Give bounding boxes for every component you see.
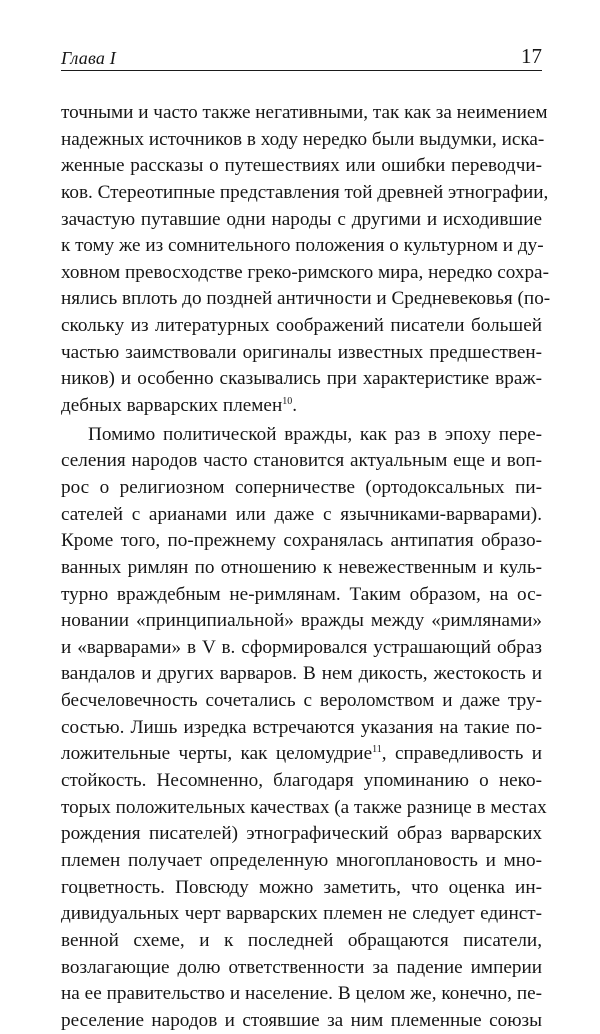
text-line: венной схеме, и к последней обращаются писатели, (61, 929, 542, 951)
text-line: надежных источников в ходу нередко были выдумки, иска- (61, 128, 545, 150)
text-line: точными и часто также негативными, так как за неимением (61, 102, 548, 123)
text-line (61, 741, 542, 768)
text-line: стойкость. Несомненно, благодаря упоминанию о неко- (61, 770, 542, 792)
text-line: Помимо политической вражды, как раз в эпоху пере- (88, 423, 542, 445)
text-line: вандалов и других варваров. В нем дикость, жестокость и (61, 663, 542, 685)
text-line-content: дебных варварских племен (61, 395, 283, 417)
text-line: гоцветность. Повсюду можно заметить, что оценка ин- (61, 876, 542, 898)
text-line-content: , справедливость и (381, 743, 543, 765)
paragraph-2 (61, 422, 547, 1034)
text-line: скольку из литературных соображений писатели большей (61, 315, 542, 337)
text-line: торых положительных качествах (а также разнице в местах (61, 796, 547, 818)
footnote-marker: 11 (372, 744, 382, 756)
page-number: 17 (521, 44, 542, 68)
running-header (61, 44, 542, 71)
text-line: нялись вплоть до поздней античности и Средневековья (по- (61, 288, 551, 310)
text-line: бесчеловечность сочетались с вероломством и даже тру- (61, 690, 542, 712)
chapter-title: Глава I (61, 48, 116, 68)
text-line: ков. Стереотипные представления той древней этнографии, (61, 181, 549, 203)
text-line: ников) и особенно сказывались при характеристике враж- (61, 368, 542, 390)
text-line: селения народов часто становится актуальным еще и воп- (61, 450, 542, 472)
paragraph-1 (61, 100, 551, 420)
body-text (61, 100, 551, 1034)
text-line: Кроме того, по-прежнему сохранялась антипатия образо- (61, 530, 542, 552)
text-line: зачастую путавшие одни народы с другими и исходившие (61, 208, 542, 230)
text-line: рос о религиозном соперничестве (ортодоксальных пи- (61, 476, 542, 498)
text-line: состью. Лишь изредка встречаются указания на такие по- (61, 716, 542, 738)
text-line: к тому же из сомнительного положения о культурном и ду- (61, 235, 544, 257)
text-line: племен получает определенную многоплановость и мно- (61, 849, 542, 871)
footnote-marker: 10 (282, 396, 293, 408)
text-line: новании «принципиальной» вражды между «римлянами» (61, 610, 542, 632)
text-line: частью заимствовали оригиналы известных предшествен- (61, 341, 542, 363)
text-line: дивидуальных черт варварских племен не следует единст- (61, 903, 542, 925)
text-line: сателей с арианами или даже с язычниками-варварами). (61, 503, 542, 525)
text-line: дебных варварских племен$^{10}$. (61, 395, 298, 417)
text-line: рождения писателей) этнографический образ варварских (61, 823, 542, 845)
text-line-content: ложительные черты, как целомудрие (61, 743, 373, 765)
text-line: ховном превосходстве греко-римского мира, нередко сохра- (61, 261, 549, 283)
text-line: и «варварами» в V в. сформировался устрашающий образ (61, 636, 542, 658)
text-line: турно враждебным не-римлянам. Таким образом, на ос- (61, 583, 542, 605)
text-line: ванных римлян по отношению к невежественным и куль- (61, 556, 542, 578)
text-line: реселение народов и стоявшие за ним племенные союзы (61, 1009, 542, 1031)
text-line: женные рассказы о путешествиях или ошибки переводчи- (61, 155, 542, 177)
text-line: возлагающие долю ответственности за падение империи (61, 956, 542, 978)
text-line: на ее правительство и население. В целом же, конечно, пе- (61, 983, 542, 1005)
